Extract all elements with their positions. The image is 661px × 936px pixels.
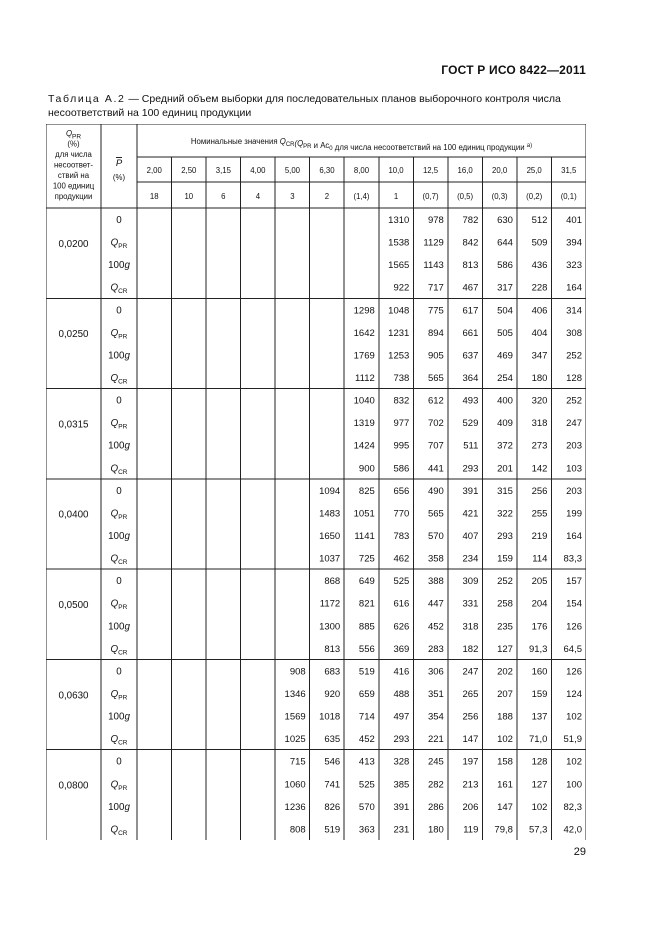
table-cell: 147 [497,801,513,813]
table-cell: 51,9 [563,734,582,746]
row-label: $Q_{CR}$ [110,282,128,296]
table-cell: 400 [497,395,513,407]
table-cell: 413 [358,756,375,768]
acceptance-number: (0,2) [526,192,543,201]
document-header: ГОСТ Р ИСО 8422—2011 [441,63,586,77]
table-cell: 1569 [284,711,306,723]
table-cell: 1025 [284,734,306,746]
table-cell: 154 [566,598,582,610]
table-cell: 127 [531,779,548,791]
table-cell: 282 [427,779,444,791]
table-caption [48,92,588,120]
table-cell: 404 [531,327,548,339]
table-cell: 452 [358,734,375,746]
table-cell: 738 [393,373,410,384]
table-cell: 586 [393,463,410,475]
table-cell: 102 [531,801,548,813]
col1-header-line: несоответ- [54,160,93,170]
table-cell: 245 [427,756,444,768]
col1-header-line: для числа [55,150,92,159]
table-cell: 202 [497,666,513,678]
row-label: $Q_{PR}$ [110,237,128,251]
table-cell: 1424 [353,440,375,452]
table-cell: 401 [566,215,582,226]
table-cell: 1129 [423,237,444,249]
table-cell: 255 [531,508,548,520]
table-cell: 707 [427,440,444,452]
table-cell: 314 [566,305,582,317]
table-cell: 490 [427,485,444,497]
table-cell: 1094 [319,485,341,497]
row-label: $Q_{PR}$ [110,327,128,341]
row-label: 100g [108,350,130,362]
table-cell: 180 [427,824,444,836]
table-cell: 702 [427,418,444,430]
row-label: $Q_{PR}$ [110,508,128,521]
table-cell: 715 [289,756,306,768]
table-cell: 331 [462,598,479,610]
column-header-value: 12,5 [422,166,439,175]
table-cell: 64,5 [563,643,582,655]
col1-header-symbol: $Q_{PR}$ [65,129,82,141]
row-label: $Q_{PR}$ [110,689,128,702]
row-label: 0 [116,305,122,317]
table-cell: 164 [566,282,582,294]
row-label: 0 [116,756,122,768]
table-cell: 407 [462,531,479,542]
table-cell: 409 [497,418,513,430]
table-cell: 978 [427,215,444,226]
table-cell: 612 [427,395,444,407]
table-cell: 1037 [319,553,341,565]
table-cell: 100 [566,779,582,791]
row-label: $Q_{CR}$ [110,553,128,567]
table-cell: 525 [358,779,375,791]
group-label-q-pr: 0,0250 [58,329,89,341]
table-cell: 782 [462,215,479,226]
table-cell: 164 [566,531,582,542]
column-header-value: 3,15 [215,166,231,175]
table-cell: 83,3 [563,553,582,565]
table-cell: 161 [497,779,513,791]
acceptance-number: 18 [149,192,159,201]
table-cell: 358 [427,553,444,565]
table-cell: 286 [427,801,444,813]
table-cell: 1565 [388,260,410,272]
table-cell: 1319 [353,418,375,430]
table-cell: 391 [393,801,410,813]
table-cell: 158 [497,756,513,768]
table-cell: 199 [566,508,582,520]
table-cell: 1040 [353,395,375,407]
table-cell: 825 [358,485,375,497]
group-label-q-pr: 0,0500 [58,599,89,611]
row-label: 100g [108,531,130,542]
table-cell: 315 [497,485,513,497]
table-cell: 1060 [284,779,306,791]
table-cell: 565 [427,373,444,384]
table-cell: 1143 [423,260,444,272]
table-cell: 203 [566,440,582,452]
table-cell: 813 [324,643,341,655]
group-label-q-pr: 0,0400 [58,509,89,521]
table-cell: 160 [531,666,548,678]
group-label-q-pr: 0,0200 [58,238,89,250]
table-cell: 616 [393,598,410,610]
table-cell: 388 [427,576,444,588]
table-cell: 351 [427,689,444,700]
table-cell: 247 [566,418,582,430]
table-cell: 159 [531,689,548,700]
row-label: 100g [108,621,130,633]
table-cell: 505 [497,327,513,339]
table-cell: 586 [497,260,513,272]
table-cell: 421 [462,508,479,520]
table-cell: 1310 [388,215,410,226]
table-cell: 103 [566,463,582,475]
table-cell: 182 [462,643,479,655]
acceptance-number: 2 [324,192,330,201]
table-cell: 273 [531,440,548,452]
table-cell: 977 [393,418,410,430]
table-cell: 157 [566,576,582,588]
row-label: 100g [108,711,130,723]
table-cell: 649 [358,576,375,588]
table-cell: 617 [462,305,479,317]
table-cell: 201 [497,463,513,475]
caption-label: Таблица А.2 [48,93,126,105]
table-cell: 546 [324,756,341,768]
table-cell: 176 [531,621,548,633]
acceptance-number: (0,5) [457,192,474,201]
table-cell: 1051 [353,508,375,520]
table-cell: 203 [566,485,582,497]
table-cell: 91,3 [528,643,548,655]
table-cell: 529 [462,418,479,430]
table-cell: 683 [324,666,341,678]
table-cell: 127 [497,643,513,655]
table-cell: 1346 [284,689,306,700]
table-cell: 205 [531,576,548,588]
acceptance-number: 6 [221,192,226,201]
row-label: 100g [108,260,130,272]
table-cell: 894 [427,327,444,339]
col2-header-symbol: P [115,158,123,169]
row-label: $Q_{CR}$ [110,373,128,386]
table-cell: 808 [289,824,306,836]
table-cell: 497 [393,711,410,723]
table-cell: 207 [497,689,513,700]
table-cell: 354 [427,711,444,723]
table-cell: 644 [497,237,513,249]
table-cell: 252 [497,576,513,588]
table-cell: 1048 [388,305,410,317]
table-cell: 372 [497,440,513,452]
table-cell: 320 [531,395,548,407]
table-cell: 826 [324,801,341,813]
sample-size-table [46,124,586,840]
table-cell: 556 [358,643,375,655]
table-cell: 447 [427,598,444,610]
row-label: $Q_{PR}$ [110,779,128,792]
table-cell: 565 [427,508,444,520]
table-cell: 469 [497,350,513,362]
table-cell: 293 [462,463,479,475]
table-cell: 493 [462,395,479,407]
table-cell: 180 [531,373,548,384]
table-cell: 462 [393,553,410,565]
table-cell: 283 [427,643,444,655]
table-cell: 908 [289,666,306,678]
table-cell: 1483 [319,508,341,520]
caption-text: — Средний объем выборки для последовательных планов выборочного контроля числа несоответствий на 100 единиц продукции [48,93,561,119]
table-cell: 391 [462,485,479,497]
row-label: $Q_{PR}$ [110,418,128,431]
table-cell: 57,3 [528,824,548,836]
table-cell: 821 [358,598,375,610]
column-header-value: 5,00 [284,166,301,175]
table-cell: 775 [427,305,444,317]
table-cell: 922 [393,282,410,294]
table-cell: 231 [393,824,410,836]
column-header-value: 16,0 [457,166,473,175]
table-cell: 385 [393,779,410,791]
table-cell: 832 [393,395,410,407]
table-cell: 369 [393,643,410,655]
row-label: 0 [116,215,122,226]
table-cell: 656 [393,485,410,497]
table-cell: 626 [393,621,410,633]
column-header-value: 2,00 [146,166,162,175]
table-cell: 221 [427,734,444,746]
table-cell: 323 [566,260,582,272]
table-cell: 128 [566,373,582,384]
table-cell: 885 [358,621,375,633]
table-cell: 102 [497,734,513,746]
column-header-value: 6,30 [319,166,335,175]
table-cell: 1300 [319,621,341,633]
table-cell: 519 [324,824,341,836]
table-cell: 725 [358,553,375,565]
table-cell: 842 [462,237,479,249]
table-cell: 306 [427,666,444,678]
table-cell: 188 [497,711,513,723]
table-cell: 570 [427,531,444,542]
table-cell: 126 [566,666,582,678]
table-cell: 124 [566,689,582,700]
table-cell: 630 [497,215,513,226]
table-cell: 102 [566,711,582,723]
column-header-value: 20,0 [492,166,508,175]
table-cell: 504 [497,305,513,317]
table-cell: 137 [531,711,548,723]
table-cell: 1112 [355,373,375,384]
table-cell: 204 [531,598,548,610]
table-cell: 741 [324,779,341,791]
table-cell: 252 [566,350,582,362]
table-cell: 142 [531,463,548,475]
table-cell: 519 [358,666,375,678]
acceptance-number: (0,3) [491,192,508,201]
col2-header-unit: (%) [112,173,126,182]
page-number: 29 [573,846,586,858]
table-cell: 1538 [388,237,410,249]
row-label: $Q_{CR}$ [110,734,128,747]
acceptance-number: (1,4) [353,192,370,201]
table-cell: 488 [393,689,410,700]
table-cell: 293 [497,531,513,542]
column-header-value: 25,0 [526,166,542,175]
column-header-value: 8,00 [353,166,370,175]
table-cell: 293 [393,734,410,746]
table-cell: 659 [358,689,375,700]
row-label: 100g [108,801,130,813]
table-cell: 661 [462,327,479,339]
table-cell: 364 [462,373,479,384]
table-cell: 452 [427,621,444,633]
row-label: $Q_{CR}$ [110,643,128,657]
group-label-q-pr: 0,0315 [58,419,89,431]
table-cell: 234 [462,553,479,565]
table-cell: 1298 [353,305,375,317]
table-cell: 406 [531,305,548,317]
col1-header-line: (%) [67,139,80,149]
table-cell: 637 [462,350,479,362]
table-cell: 813 [462,260,479,272]
table-cell: 126 [566,621,582,633]
table-cell: 309 [462,576,479,588]
table-cell: 71,0 [528,734,548,746]
table-cell: 256 [531,485,548,497]
acceptance-number: (0,7) [422,192,439,201]
col1-header-line: ствий на [57,171,90,180]
table-cell: 247 [462,666,479,678]
nominal-values-header: Номинальные значения $Q_{CR}(Q_{PR}$ и $Ac_0$ для числа несоответствий на 100 единиц продукции $^{а)}$ [190,137,533,152]
table-cell: 1769 [353,350,375,362]
table-cell: 42,0 [563,824,582,836]
column-header-value: 4,00 [250,166,266,175]
group-label-q-pr: 0,0800 [58,780,89,792]
table-cell: 318 [462,621,479,633]
table-cell: 252 [566,395,582,407]
table-cell: 219 [531,531,548,542]
table-cell: 256 [462,711,479,723]
table-cell: 206 [462,801,479,813]
table-cell: 258 [497,598,513,610]
column-header-value: 2,50 [181,166,197,175]
table-cell: 1253 [388,350,410,362]
acceptance-number: 4 [255,192,261,201]
table-cell: 308 [566,327,582,339]
row-label: $Q_{PR}$ [110,598,128,612]
table-cell: 995 [393,440,410,452]
table-cell: 1018 [319,711,341,723]
table-cell: 436 [531,260,548,272]
table-cell: 394 [566,237,582,249]
table-cell: 128 [531,756,548,768]
table-cell: 79,8 [494,824,513,836]
table-cell: 570 [358,801,375,813]
table-cell: 147 [462,734,479,746]
table-cell: 635 [324,734,341,746]
table-cell: 717 [427,282,444,294]
table-cell: 1231 [388,327,410,339]
table-cell: 102 [566,756,582,768]
table-cell: 347 [531,350,548,362]
table-cell: 1650 [319,531,341,542]
table-cell: 714 [358,711,375,723]
table-cell: 512 [531,215,548,226]
table-cell: 235 [497,621,513,633]
col1-header-line: продукции [54,192,93,201]
acceptance-number: 1 [393,192,399,201]
table-cell: 265 [462,689,479,700]
table-cell: 868 [324,576,341,588]
table-cell: 770 [393,508,410,520]
group-label-q-pr: 0,0630 [58,690,89,702]
table-cell: 317 [497,282,513,294]
row-label: 0 [116,395,122,407]
table-cell: 1141 [354,531,375,542]
table-cell: 114 [532,553,548,565]
table-cell: 509 [531,237,548,249]
acceptance-number: 3 [290,192,295,201]
table-cell: 322 [497,508,513,520]
row-label: $Q_{CR}$ [110,463,128,476]
row-label: 0 [116,666,122,678]
table-cell: 905 [427,350,444,362]
table-cell: 213 [462,779,479,791]
column-header-value: 10,0 [388,166,404,175]
row-label: 100g [108,440,130,452]
table-cell: 467 [462,282,479,294]
table-cell: 82,3 [563,801,582,813]
column-header-value: 31,5 [561,166,577,175]
table-cell: 1642 [353,327,375,339]
acceptance-number: 10 [184,192,194,201]
table-cell: 1172 [319,598,341,610]
table-cell: 363 [358,824,375,836]
table-cell: 328 [393,756,410,768]
table-cell: 228 [531,282,548,294]
table-cell: 119 [463,824,479,836]
table-cell: 525 [393,576,410,588]
table-cell: 920 [324,689,341,700]
col1-header-line: 100 единиц [52,181,95,191]
table-cell: 318 [531,418,548,430]
table-cell: 416 [393,666,410,678]
table-cell: 1236 [284,801,306,813]
table-cell: 511 [463,440,479,452]
row-label: 0 [116,485,122,497]
row-label: $Q_{CR}$ [110,824,128,837]
table-cell: 783 [393,531,410,542]
table-cell: 197 [462,756,479,768]
row-label: 0 [116,576,122,588]
acceptance-number: (0,1) [560,192,577,201]
table-cell: 159 [497,553,513,565]
table-cell: 441 [427,463,444,475]
table-cell: 254 [497,373,513,384]
table-cell: 900 [358,463,375,475]
